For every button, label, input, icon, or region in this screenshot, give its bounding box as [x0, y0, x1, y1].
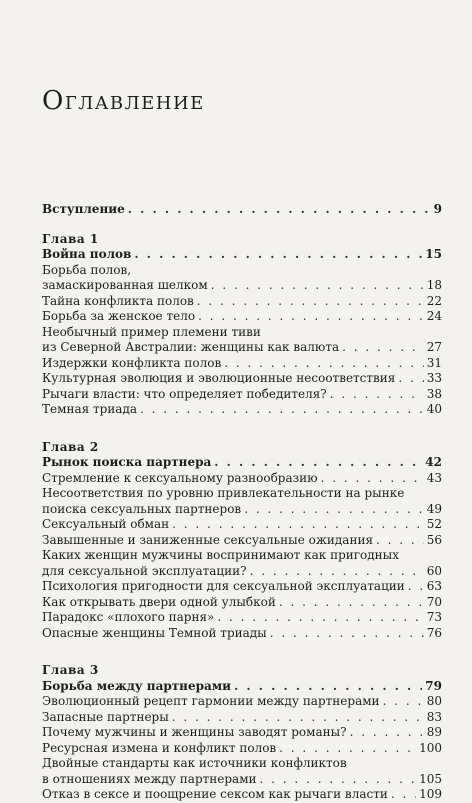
toc-page-number: 31 — [426, 355, 442, 370]
toc-entry-title: Рынок поиска партнера — [42, 455, 212, 469]
toc-entry — [42, 325, 442, 341]
toc-page-number: 24 — [426, 309, 442, 323]
toc-page-number: 18 — [426, 278, 442, 292]
toc-page-number: 56 — [426, 532, 442, 547]
toc-leader-dots — [128, 202, 431, 218]
toc-entry-title: для сексуальной эксплуатации? — [42, 563, 247, 578]
toc-page-number: 43 — [426, 470, 442, 485]
toc-page-number: 49 — [426, 501, 442, 516]
toc-leader-dots — [330, 387, 424, 403]
toc-entry-title: Ресурсная измена и конфликт полов — [42, 740, 277, 755]
toc-leader-dots — [408, 579, 424, 595]
toc-entry-title: Культурная эволюция и эволюционные несоответствия — [42, 371, 396, 385]
toc-entry-title: Темная триада — [42, 402, 137, 416]
toc-page-number: 52 — [426, 517, 442, 531]
toc-page-number: 63 — [426, 579, 442, 593]
toc-leader-dots — [244, 502, 424, 518]
toc-leader-dots — [376, 533, 424, 549]
toc-entry-title: Отказ в сексе и поощрение сексом как рычаги власти — [42, 787, 388, 801]
toc-leader-dots — [391, 787, 416, 803]
toc-entry-title: Почему мужчины и женщины заводят романы? — [42, 725, 347, 739]
toc-entry-title: Опасные женщины Темной триады — [42, 625, 267, 640]
toc-entry-title: Как открывать двери одной улыбкой — [42, 594, 276, 609]
toc-entry — [42, 610, 442, 626]
toc-page-number: 15 — [425, 247, 442, 261]
toc-leader-dots — [172, 710, 424, 726]
toc-entry — [42, 387, 442, 403]
toc-page-number: 80 — [426, 694, 442, 708]
toc-entry-title: Сексуальный обман — [42, 517, 170, 531]
toc-entry — [42, 356, 442, 372]
toc-entry — [42, 294, 442, 310]
page-title: Оглавление — [42, 86, 205, 116]
toc-page-number: 89 — [426, 725, 442, 739]
toc-page-number: 42 — [425, 455, 442, 469]
toc-leader-dots — [270, 626, 424, 642]
toc-page-number: 83 — [426, 709, 442, 724]
toc-entry — [42, 263, 442, 279]
toc-entry — [42, 471, 442, 487]
toc-page-number: 33 — [426, 371, 442, 385]
spacer — [42, 641, 442, 663]
toc-entry-title: из Северной Австралии: женщины как валюта — [42, 340, 340, 354]
toc-entry — [42, 741, 442, 757]
toc-leader-dots — [279, 595, 424, 611]
toc-intro — [42, 202, 442, 218]
toc-entry-title: Борьба за женское тело — [42, 309, 196, 323]
toc-page-number: 60 — [426, 563, 442, 578]
toc-page-number: 9 — [433, 202, 442, 216]
toc-entry — [42, 725, 442, 741]
toc-entry-title: Издержки конфликта полов — [42, 355, 222, 370]
toc-entry-title: Война полов — [42, 247, 132, 261]
toc-entry-title: в отношениях между партнерами — [42, 771, 257, 786]
toc-entry-title: Эволюционный рецепт гармонии между партнерами — [42, 694, 380, 708]
chapter-heading: Глава 3 — [42, 663, 99, 677]
toc-leader-dots — [140, 402, 424, 418]
toc-entry — [42, 579, 442, 595]
toc-entry — [42, 278, 442, 294]
toc-entry — [42, 371, 442, 387]
toc-entry — [42, 710, 442, 726]
toc-entry-title: Борьба полов, — [42, 262, 132, 277]
toc-entry-title: Борьба между партнерами — [42, 678, 232, 693]
toc-page-number: 100 — [419, 740, 442, 755]
toc-entry-title: Стремление к сексуальному разнообразию — [42, 470, 318, 485]
toc-entry — [42, 564, 442, 580]
toc-entry — [42, 787, 442, 803]
toc-entry — [42, 772, 442, 788]
toc-page-number: 76 — [426, 625, 442, 640]
toc-entry — [42, 679, 442, 695]
toc-page-number: 27 — [426, 340, 442, 354]
toc-leader-dots — [342, 340, 424, 356]
toc-page-number: 79 — [425, 678, 442, 693]
toc-entry — [42, 694, 442, 710]
toc-entry-title: замаскированная шелком — [42, 278, 208, 292]
toc-leader-dots — [321, 471, 424, 487]
toc-page-number: 38 — [426, 386, 442, 401]
chapter-heading: Глава 2 — [42, 439, 99, 454]
toc-page-number: 109 — [419, 787, 442, 801]
spacer — [42, 418, 442, 440]
toc-entry-title: Двойные стандарты как источники конфликтов — [42, 756, 347, 770]
toc-leader-dots — [398, 371, 423, 387]
toc-entry — [42, 595, 442, 611]
toc-entry-title: Каких женщин мужчины воспринимают как пригодных — [42, 548, 399, 562]
toc-entry-title: Необычный пример племени тиви — [42, 324, 261, 339]
toc-leader-dots — [198, 309, 424, 325]
toc-entry — [42, 309, 442, 325]
toc-leader-dots — [279, 741, 416, 757]
toc-entry — [42, 502, 442, 518]
toc-entry-title: Запасные партнеры — [42, 709, 169, 724]
toc-leader-dots — [217, 610, 423, 626]
toc-page-number: 70 — [426, 594, 442, 609]
toc-leader-dots — [260, 772, 417, 788]
table-of-contents — [42, 202, 442, 803]
toc-entry-title: Несоответствия по уровню привлекательности на рынке — [42, 486, 405, 500]
toc-leader-dots — [224, 356, 424, 372]
toc-entry-title: Психология пригодности для сексуальной эксплуатации — [42, 579, 405, 593]
toc-page-number: 73 — [426, 610, 442, 624]
toc-page-number: 22 — [426, 293, 442, 308]
spacer — [42, 218, 442, 232]
toc-entry — [42, 247, 442, 263]
toc-leader-dots — [250, 564, 424, 580]
toc-entry — [42, 402, 442, 418]
toc-entry — [42, 517, 442, 533]
toc-entry — [42, 756, 442, 772]
toc-entry — [42, 455, 442, 471]
toc-entry-title: Рычаги власти: что определяет победителя? — [42, 386, 327, 401]
toc-page-number: 40 — [426, 402, 442, 416]
toc-leader-dots — [172, 517, 424, 533]
toc-entry — [42, 548, 442, 564]
toc-leader-dots — [350, 725, 424, 741]
toc-entry-title: Завышенные и заниженные сексуальные ожидания — [42, 532, 374, 547]
toc-leader-dots — [197, 294, 424, 310]
toc-entry-title: Вступление — [42, 202, 125, 216]
toc-entry — [42, 626, 442, 642]
toc-leader-dots — [211, 278, 424, 294]
toc-entry — [42, 340, 442, 356]
toc-page — [42, 0, 442, 800]
toc-leader-dots — [134, 247, 422, 263]
toc-leader-dots — [214, 455, 422, 471]
toc-leader-dots — [234, 679, 422, 695]
toc-entry-title: Парадокс «плохого парня» — [42, 610, 215, 624]
toc-entry — [42, 486, 442, 502]
toc-leader-dots — [383, 694, 424, 710]
toc-entry — [42, 533, 442, 549]
toc-entry-title: Тайна конфликта полов — [42, 293, 194, 308]
toc-page-number: 105 — [419, 771, 442, 786]
chapter-heading: Глава 1 — [42, 231, 99, 246]
toc-entry-title: поиска сексуальных партнеров — [42, 501, 242, 516]
